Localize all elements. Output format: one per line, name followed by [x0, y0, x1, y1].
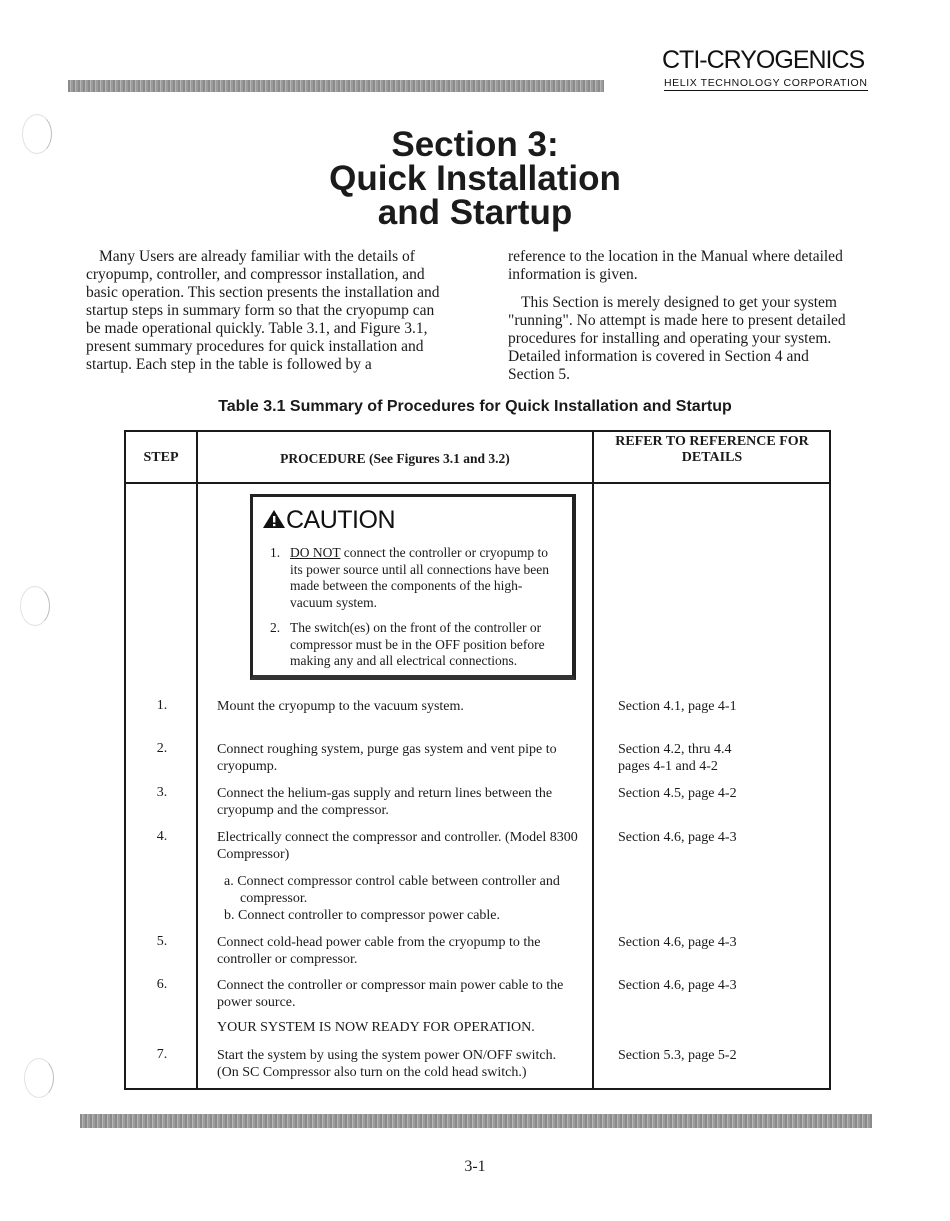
column-header-reference: REFER TO REFERENCE FOR DETAILS — [615, 434, 809, 465]
page-title-line-1: Section 3: — [391, 125, 559, 164]
binder-hole-icon — [22, 114, 52, 154]
table-title: Table 3.1 Summary of Procedures for Quick Installation and Startup — [218, 398, 732, 415]
step-number: 3. — [156, 785, 168, 800]
intro-paragraph: Many Users are already familiar with the details of cryopump, controller, and compressor installation, and basic operation. This section presents the installation and startup steps in summary form so that the cryopump can be made operational quickly. Table 3.1, and Figure 3.1, present summary procedures for quick installation and startup. Each step in the table is followed by a — [86, 248, 440, 373]
reference-text: Section 4.1, page 4-1 — [618, 699, 737, 714]
procedure-text: Connect the helium-gas supply and return lines between the cryopump and the compressor. — [217, 786, 553, 818]
procedure-text: Connect cold-head power cable from the cryopump to the controller or compressor. — [217, 935, 541, 967]
step-number: 6. — [156, 977, 168, 992]
caution-title: CAUTION — [286, 506, 395, 534]
intro-left-column — [86, 248, 446, 374]
warning-triangle-icon — [262, 507, 286, 536]
caution-heading — [262, 506, 395, 536]
step-number: 5. — [156, 934, 168, 949]
binder-hole-icon — [24, 1058, 54, 1098]
intro-paragraph: This Section is merely designed to get your system "running". No attempt is made here to present detailed procedures for installing and operating your system. Detailed information is covered in Section 4 and Section 5. — [508, 294, 846, 383]
reference-text: Section 4.2, thru 4.4 pages 4-1 and 4-2 — [618, 742, 732, 774]
caution-item-number: 1. — [270, 545, 281, 560]
caution-emphasis: DO NOT — [290, 545, 341, 560]
step-number: 1. — [156, 698, 168, 713]
procedure-text: Connect the controller or compressor main power cable to the power source. — [217, 978, 564, 1010]
table-bottom-border — [124, 1088, 831, 1090]
reference-text: Section 4.6, page 4-3 — [618, 978, 737, 993]
footer-divider-bar — [80, 1114, 872, 1128]
step-number: 7. — [156, 1047, 168, 1062]
caution-item-number: 2. — [270, 620, 281, 635]
column-header-procedure: PROCEDURE (See Figures 3.1 and 3.2) — [280, 451, 510, 466]
header-divider-bar — [68, 80, 604, 92]
company-logo-subtitle: HELIX TECHNOLOGY CORPORATION — [664, 77, 868, 89]
reference-text: Section 4.5, page 4-2 — [618, 786, 737, 801]
caution-item-1 — [290, 545, 552, 611]
table-header-divider — [124, 482, 831, 484]
binder-hole-icon — [20, 586, 50, 626]
procedure-subitem: b. Connect controller to compressor power cable. — [224, 908, 501, 923]
procedure-text: Mount the cryopump to the vacuum system. — [217, 699, 464, 714]
table-column-divider — [196, 430, 198, 1090]
procedure-text: Start the system by using the system power ON/OFF switch. (On SC Compressor also turn on the cold head switch.) — [217, 1048, 557, 1080]
reference-text: Section 5.3, page 5-2 — [618, 1048, 737, 1063]
procedure-text: Connect roughing system, purge gas system and vent pipe to cryopump. — [217, 742, 557, 774]
page-title-line-3: and Startup — [377, 193, 573, 232]
procedure-text: Electrically connect the compressor and controller. (Model 8300 Compressor) — [217, 830, 578, 862]
ready-notice: YOUR SYSTEM IS NOW READY FOR OPERATION. — [217, 1020, 535, 1035]
page-number: 3-1 — [464, 1158, 486, 1175]
page-title-line-2: Quick Installation — [329, 159, 621, 198]
procedure-subitem: a. Connect compressor control cable between controller and compressor. — [224, 874, 560, 906]
intro-paragraph: reference to the location in the Manual where detailed information is given. — [508, 248, 843, 283]
reference-text: Section 4.6, page 4-3 — [618, 830, 737, 845]
step-number: 4. — [156, 829, 168, 844]
reference-text: Section 4.6, page 4-3 — [618, 935, 737, 950]
caution-item-text: connect the controller or cryopump to its power source until all connections have been made between the components of the high-vacuum system. — [290, 545, 550, 610]
intro-right-column — [508, 248, 853, 384]
table-left-border — [124, 430, 126, 1090]
company-logo: CTI-CRYOGENICS — [662, 46, 865, 74]
table-top-border — [124, 430, 831, 432]
step-number: 2. — [156, 741, 168, 756]
caution-item-2: The switch(es) on the front of the controller or compressor must be in the OFF position before making any and all electrical connections. — [290, 620, 545, 668]
table-right-border — [829, 430, 831, 1090]
column-header-step: STEP — [143, 450, 179, 465]
table-column-divider — [592, 430, 594, 1090]
